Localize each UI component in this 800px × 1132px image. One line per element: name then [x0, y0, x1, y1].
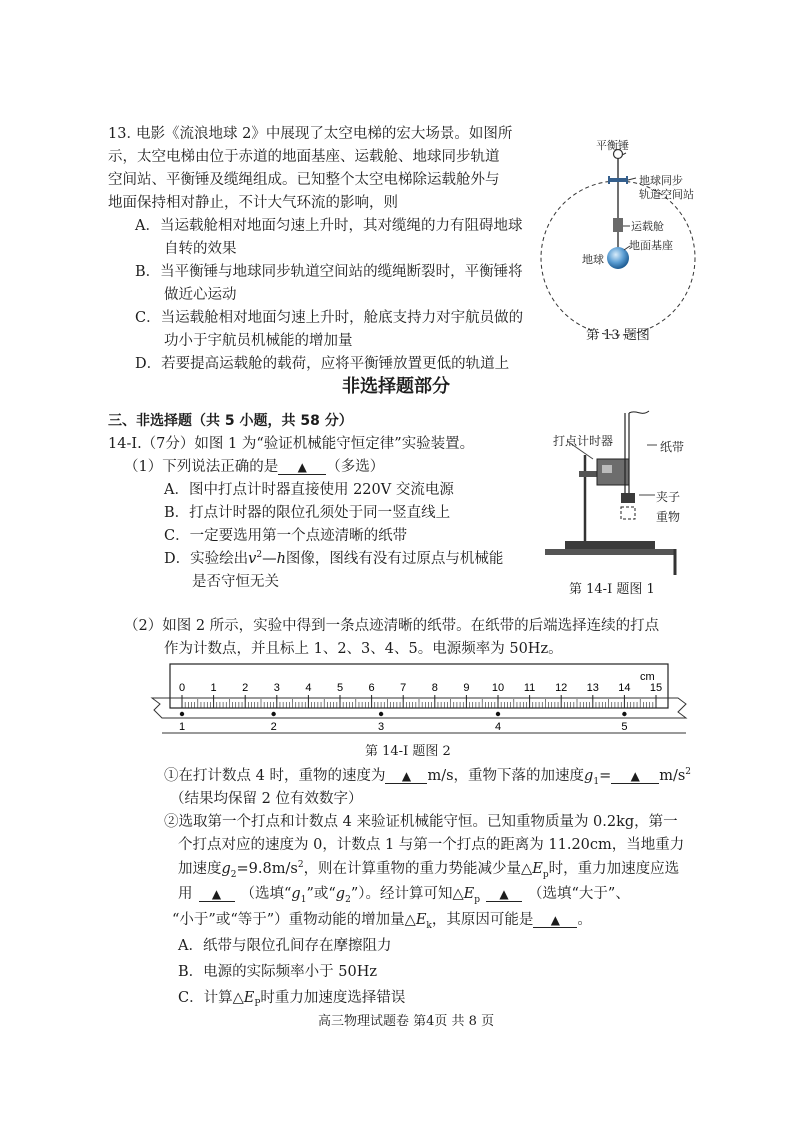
q14-figure2-caption: 第 14-Ⅰ 题图 2: [365, 744, 451, 759]
ruler-unit: cm: [640, 671, 655, 683]
sub1-b: m/s，重物下落的加速度: [427, 768, 585, 784]
sub-P: P: [254, 998, 261, 1009]
sub2-line3: [178, 857, 679, 880]
ruler-label: 15: [649, 682, 663, 694]
answer-blank[interactable]: ▲: [278, 460, 326, 475]
reason-c-b: 时重力加速度选择错误: [260, 990, 406, 1006]
dash: —: [262, 551, 277, 567]
q14-option-d-b: 图像，图线有没有过原点与机械能: [285, 551, 504, 567]
var-E: E: [415, 912, 427, 928]
tape-point: [379, 712, 383, 716]
var-g: g: [335, 886, 346, 902]
tape-point: [622, 712, 626, 716]
sub2-l3-b: =9.8m/s: [236, 861, 298, 877]
ruler-label: 1: [210, 682, 217, 694]
ruler-label: 8: [431, 682, 438, 694]
reason-a: A．纸带与限位孔间存在摩擦阻力: [178, 938, 392, 954]
exp-2: 2: [685, 767, 692, 778]
reason-c-a: C．计算△: [178, 990, 244, 1006]
sub-1: 1: [593, 776, 600, 787]
ruler-label: 13: [586, 682, 599, 694]
q13-figure: [540, 120, 750, 350]
ruler-label: 2: [242, 682, 249, 694]
timer-window: [602, 465, 612, 473]
sub1-line1: [164, 764, 691, 787]
ruler-label: 4: [305, 682, 312, 694]
station-label-1: 地球同步: [639, 174, 683, 187]
q13-option-a-cont: 自转的效果: [164, 241, 237, 257]
sub-2: 2: [345, 894, 351, 905]
counterweight-label: 平衡锤: [596, 139, 629, 152]
sub2-line5: [172, 908, 592, 931]
q13-option-c-cont: 功小于宇航员机械能的增加量: [164, 333, 353, 349]
sub2-l4-c: ”或“: [306, 886, 336, 902]
sub2-line1: ②选取第一个打点和计数点 4 来验证机械能守恒。已知重物质量为 0.2kg，第一: [164, 814, 678, 830]
q13-option-d: D．若要提高运载舱的载荷，应将平衡锤放置更低的轨道上: [135, 356, 510, 372]
reason-c: [178, 986, 405, 1009]
sub2-l5-c: 。: [577, 912, 592, 928]
q13-stem-line1: 电影《流浪地球 2》中展现了太空电梯的宏大场景。如图所: [136, 126, 513, 142]
q13-option-b-cont: 做近心运动: [164, 287, 237, 303]
sub2-l4-e: （选填“大于”、: [528, 886, 630, 902]
var-E: E: [243, 990, 255, 1006]
sub2-line2: 个打点对应的速度为 0，计数点 1 与第一个打点的距离为 11.20cm，当地重力: [178, 837, 685, 853]
var-g: g: [221, 861, 231, 877]
exp-2: 2: [297, 860, 304, 871]
answer-blank[interactable]: ▲: [385, 769, 427, 784]
ruler-label: 11: [523, 682, 536, 694]
timer-body: [597, 459, 629, 485]
tape-point: [271, 712, 275, 716]
q14-part1-a: （1）下列说法正确的是: [124, 459, 279, 475]
q14-figure1: [545, 405, 755, 575]
sub2-l4-a: 用: [178, 886, 193, 902]
q13-stem-line2: 示，太空电梯由位于赤道的地面基座、运载舱、地球同步轨道: [108, 149, 500, 165]
section-title: 非选择题部分: [342, 376, 450, 397]
stand-base: [565, 541, 655, 549]
tape-point: [180, 712, 184, 716]
q14-option-b: B．打点计时器的限位孔须处于同一竖直线上: [164, 505, 451, 521]
sub-k: k: [426, 920, 432, 931]
q13-stem-line3: 空间站、平衡锤及缆绳组成。已知整个太空电梯除运载舱外与: [108, 172, 500, 188]
answer-blank[interactable]: ▲: [611, 769, 659, 784]
var-g: g: [291, 886, 301, 902]
sub1-unit: m/s: [659, 768, 686, 784]
sub1-eq: =: [599, 768, 612, 784]
ruler-label: 7: [400, 682, 407, 694]
q14-intro-b: “验证机械能守恒定律”: [256, 436, 402, 452]
sub2-l5-b: ，其原因可能是: [431, 912, 534, 928]
ruler-label: 9: [463, 682, 470, 694]
earth-label: 地球: [582, 253, 604, 266]
sub1-line2: （结果均保留 2 位有效数字）: [170, 791, 363, 807]
q13-figure-caption: 第 13 题图: [586, 328, 650, 343]
q13-option-c: C．当运载舱相对地面匀速上升时，舱底支持力对宇航员做的: [135, 310, 524, 326]
q13-number: 13．: [108, 126, 141, 142]
q13-option-b: B．当平衡锤与地球同步轨道空间站的缆绳断裂时，平衡锤将: [135, 264, 523, 280]
q13-stem-line4: 地面保持相对静止，不计大气环流的影响，则: [108, 195, 398, 211]
ruler-label: 10: [491, 682, 505, 694]
reason-b: B．电源的实际频率小于 50Hz: [178, 964, 377, 980]
sub2-line4: [178, 882, 630, 905]
q14-option-d: [164, 547, 503, 568]
var-E: E: [463, 886, 475, 902]
q13-option-a: A．当运载舱相对地面匀速上升时，其对缆绳的力有阻碍地球: [135, 218, 523, 234]
ruler-label: 5: [336, 682, 344, 694]
sub-p: p: [474, 894, 480, 905]
tape-point: [496, 712, 500, 716]
q14-option-d-a: D．实验绘出: [164, 551, 249, 567]
q14-option-c: C．一定要选用第一个点迹清晰的纸带: [164, 528, 408, 544]
tape-point-label: 3: [378, 721, 385, 733]
table: [545, 549, 675, 555]
answer-blank[interactable]: ▲: [533, 913, 577, 928]
q14-option-a: A．图中打点计时器直接使用 220V 交流电源: [164, 482, 454, 498]
tape-label: 纸带: [660, 440, 685, 454]
q14-figure1-caption: 第 14-Ⅰ 题图 1: [569, 582, 655, 597]
earth: [607, 247, 629, 269]
answer-blank[interactable]: ▲: [486, 887, 522, 902]
tape-point-label: 1: [178, 721, 186, 733]
section3-heading: 三、非选择题（共 5 小题，共 58 分）: [108, 413, 353, 429]
var-v: v: [248, 551, 257, 567]
var-g: g: [584, 768, 594, 784]
sub2-l3-c: ，则在计算重物的重力势能减少量△: [303, 861, 533, 877]
q14-intro: [108, 432, 474, 453]
q14-intro-c: 实验装置。: [401, 436, 475, 452]
q14-part1-b: （多选）: [326, 459, 385, 475]
clip-label: 夹子: [656, 490, 681, 504]
sub2-l5-a: “小于”或“等于”）重物动能的增加量△: [172, 912, 416, 928]
page-footer: 高三物理试题卷 第4页 共 8 页: [318, 1014, 495, 1029]
tape-point-label: 2: [270, 721, 277, 733]
ruler-label: 3: [273, 682, 280, 694]
var-h: h: [276, 551, 286, 567]
ruler-label: 6: [368, 682, 375, 694]
weight-label: 重物: [656, 510, 681, 524]
sub-1: 1: [300, 894, 307, 905]
ruler-figure: [150, 660, 695, 738]
sub-p: p: [542, 869, 549, 880]
ruler-label: 14: [618, 682, 631, 694]
base-label: 地面基座: [629, 239, 673, 252]
answer-blank[interactable]: ▲: [199, 887, 235, 902]
cabin-box: [613, 218, 623, 232]
sub2-l3-a: 加速度: [178, 861, 222, 877]
var-E: E: [532, 861, 543, 877]
cabin-label: 运载舱: [631, 220, 664, 233]
sub2-l4-b: （选填“: [240, 886, 292, 902]
exp-2: 2: [256, 550, 263, 561]
ruler-label: 12: [555, 682, 568, 694]
station-label-2: 轨道空间站: [639, 188, 694, 201]
tape-point-label: 5: [621, 721, 628, 733]
ruler-label: 0: [178, 682, 186, 694]
sub2-l4-d: ”）。经计算可知△: [350, 886, 464, 902]
sub1-a: ①在打计数点 4 时，重物的速度为: [164, 768, 386, 784]
sub2-l3-d: 时，重力加速度应选: [548, 861, 680, 877]
clip-shape: [621, 493, 635, 503]
q14-part2-line2: 作为计数点，并且标上 1、2、3、4、5。电源频率为 50Hz。: [164, 641, 563, 657]
sub-2: 2: [230, 869, 237, 880]
q14-intro-a: 14-Ⅰ.（7分）如图 1 为: [108, 436, 257, 452]
weight-shape: [621, 507, 635, 519]
timer-label: 打点计时器: [553, 434, 614, 448]
tape-point-label: 4: [494, 721, 502, 733]
q14-part2-line1: （2）如图 2 所示，实验中得到一条点迹清晰的纸带。在纸带的后端选择连续的打点: [124, 618, 660, 634]
q14-part1-stem: [124, 455, 384, 476]
sync-station: [609, 178, 627, 182]
q14-option-d-cont: 是否守恒无关: [192, 574, 279, 590]
